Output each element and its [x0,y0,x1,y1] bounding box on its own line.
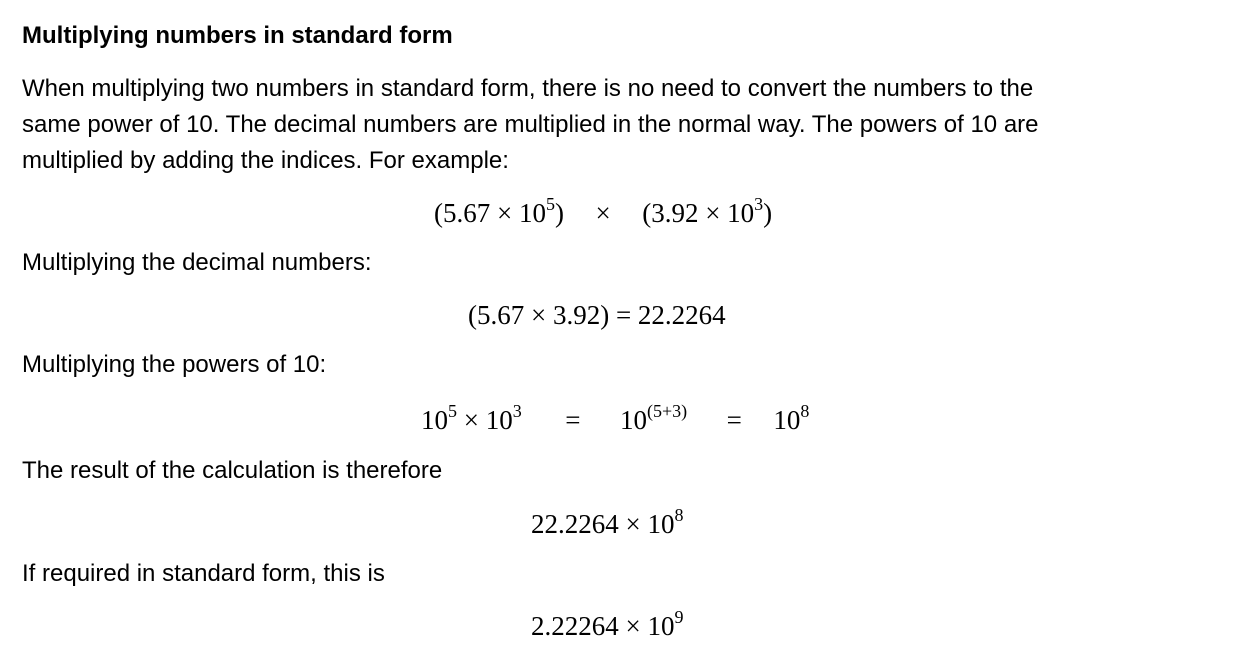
powers-d-base: 10 [773,405,801,435]
powers-equation [421,401,810,435]
powers-d-exponent: 8 [800,401,810,421]
standard-form-label: If required in standard form, this is [22,560,385,587]
example-right-exponent: 3 [754,194,764,214]
intro-line: When multiplying two numbers in standard form, there is no need to convert the numbers to the [22,75,1034,102]
example-right-close: ) [763,198,773,228]
decimals-label: Multiplying the decimal numbers: [22,249,372,276]
standard-mantissa: 2.22264 × 10 [531,611,675,641]
powers-a-exponent: 5 [448,401,457,421]
powers-a-base: 10 [421,405,448,435]
powers-b-exponent: 3 [512,401,522,421]
intro-line: multiplied by adding the indices. For example: [22,147,509,174]
standard-form-equation [531,607,684,641]
result-equation [531,505,684,539]
example-left-close: ) [554,198,564,228]
example-left-exponent: 5 [545,194,555,214]
result-label: The result of the calculation is therefore [22,457,443,484]
powers-label: Multiplying the powers of 10: [22,351,327,378]
decimals-equation: (5.67 × 3.92) = 22.2264 [468,300,726,330]
page-title: Multiplying numbers in standard form [22,22,453,49]
example-equation [434,194,773,228]
standard-exponent: 9 [674,607,684,627]
example-left-base: (5.67 × 10 [434,198,546,228]
example-right-base: (3.92 × 10 [642,198,755,228]
powers-times: × [463,405,486,435]
example-times: × [595,198,611,228]
powers-equals-1: = [565,405,581,435]
intro-line: same power of 10. The decimal numbers are multiplied in the normal way. The powers of 10 are [22,111,1039,138]
intro-paragraph [22,71,1202,179]
powers-c-exponent: (5+3) [646,401,688,421]
powers-b-base: 10 [485,405,513,435]
result-exponent: 8 [674,505,684,525]
powers-equals-2: = [726,405,742,435]
powers-c-base: 10 [619,405,647,435]
result-mantissa: 22.2264 × 10 [531,509,675,539]
